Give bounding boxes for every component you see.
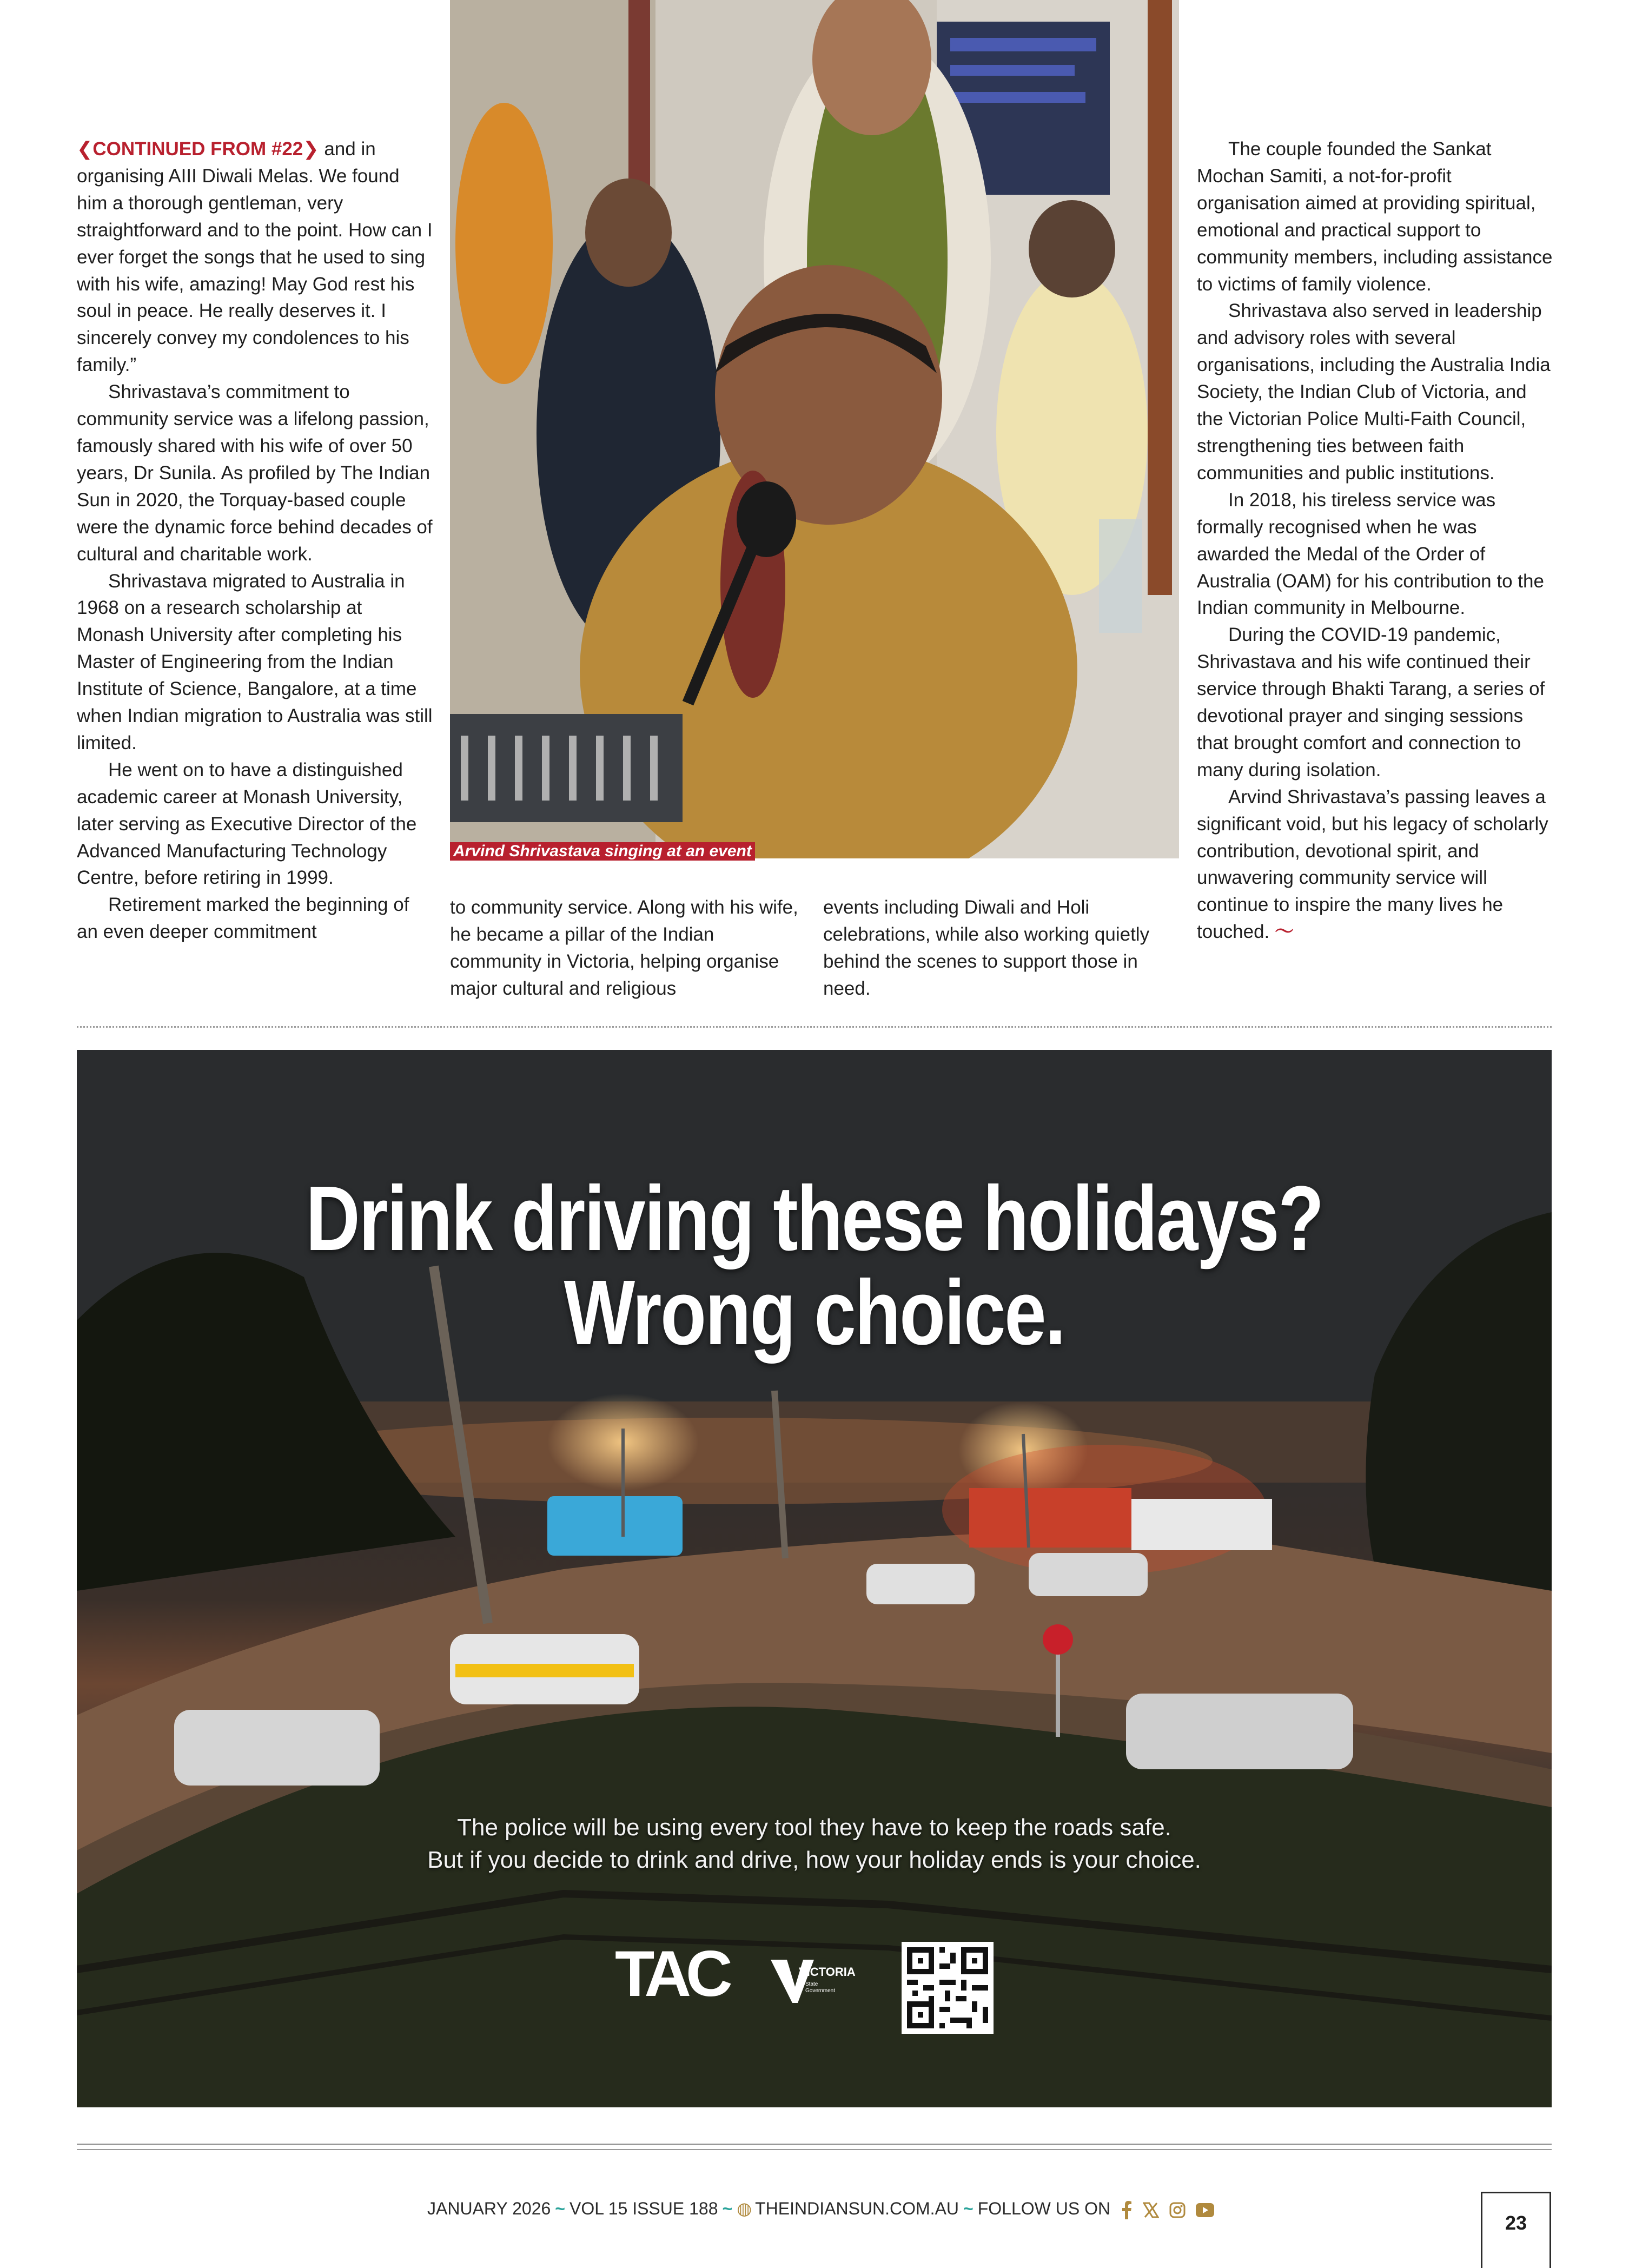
paragraph: During the COVID-19 pandemic, Shrivastava and his wife continued their service through Bhakti Tarang, a series of devotional prayer and singing sessions that brought comfort and connection to many during isolation. [1197,624,1545,781]
facebook-icon[interactable] [1121,2201,1133,2219]
paragraph: In 2018, his tireless service was formally recognised when he was awarded the Medal of the Order of Australia (OAM) for his contribution to the Indian community in Melbourne. [1197,489,1544,619]
qr-code-pattern [902,1942,994,2034]
paragraph: The couple founded the Sankat Mochan Samiti, a not-for-profit organisation aimed at providing spiritual, emotional and practical support to community members, including assistance to victims of family violence. [1197,138,1553,295]
photo-caption: Arvind Shrivastava singing at an event [450,842,755,861]
tac-logo[interactable] [615,1942,747,2002]
section-divider [77,1026,1552,1031]
paragraph: ❮CONTINUED FROM #22❯ and in organising AIII Diwali Melas. We found him a thorough gentleman, very straightforward and to the point. How can I ever forget the songs that he used to sing with his wife, amazing! May God rest his soul in peace. He really deserves it. I sincerely convey my condolences to his family.” [77,138,433,376]
follow-label: FOLLOW US ON [977,2199,1111,2218]
page-footer [427,2196,1214,2221]
end-mark-icon: 〜 [1275,921,1294,943]
paragraph: Shrivastava’s commitment to community service was a lifelong passion, famously shared with his wife of over 50 years, Dr Sunila. As profiled by The Indian Sun in 2020, the Torquay-based couple were the dynamic force behind decades of cultural and charitable work. [77,381,433,565]
page-number: 23 [1481,2192,1551,2268]
ad-headline: Drink driving these holidays? Wrong choice. [306,1167,1323,1364]
chevron-left-icon: ❮ [77,138,93,160]
paragraph: to community service. Along with his wife, he became a pillar of the Indian community in Victoria, helping organise major cultural and religious [450,897,798,999]
globe-icon: ◍ [737,2199,752,2218]
separator-icon: ~ [963,2199,974,2218]
paragraph: Shrivastava also served in leadership and advisory roles with several organisations, including the Australia India Society, the Indian Club of Victoria, and the Victorian Police Multi-Faith Council, strengthening ties between faith communities and public institutions. [1197,300,1551,484]
paragraph: He went on to have a distinguished academic career at Monash University, later serving as Executive Director of the Advanced Manufacturing Technology Centre, before retiring in 1999. [77,759,417,889]
ad-body-text: The police will be using every tool they have to keep the roads safe. But if you decide to drink and drive, how your holiday ends is your choice. [427,1814,1201,1873]
x-icon[interactable] [1143,2202,1159,2218]
issue-date: JANUARY 2026 [427,2199,551,2218]
separator-icon: ~ [722,2199,733,2218]
continued-from-link[interactable]: ❮CONTINUED FROM #22❯ [77,138,319,160]
qr-code[interactable] [902,1942,994,2034]
tac-advertisement[interactable] [77,1050,1552,2107]
separator-icon: ~ [555,2199,565,2218]
svg-text:TAC: TAC [615,1942,727,2002]
footer-rule [77,2144,1552,2145]
svg-text:VICTORIA: VICTORIA [799,1965,856,1979]
article-photo [450,0,1179,858]
instagram-icon[interactable] [1169,2202,1186,2218]
article-column-4 [1197,136,1554,945]
paragraph: Arvind Shrivastava’s passing leaves a significant void, but his legacy of scholarly contribution, devotional spirit, and unwavering community service will continue to inspire the many lives he touched. 〜 [1197,786,1548,943]
issue-volume: VOL 15 ISSUE 188 [569,2199,718,2218]
paragraph: Shrivastava migrated to Australia in 1968 on a research scholarship at Monash University after completing his Master of Engineering from the Indian Institute of Science, Bangalore, at a time when Indian migration to Australia was still limited. [77,570,433,753]
article-column-2 [450,894,807,1002]
paragraph: events including Diwali and Holi celebrations, while also working quietly behind the scenes to support those in need. [823,897,1150,999]
chevron-right-icon: ❯ [303,138,319,160]
ad-logos [615,1942,1026,2039]
article-column-1 [77,136,434,945]
victoria-state-government-logo[interactable] [771,1960,857,2003]
photo-illustration [450,0,1179,858]
footer-rule [77,2149,1552,2150]
paragraph: Retirement marked the beginning of an even deeper commitment [77,894,409,943]
website-link[interactable]: THEINDIANSUN.COM.AU [755,2199,959,2218]
svg-text:Government: Government [805,1988,836,1994]
youtube-icon[interactable] [1196,2203,1214,2217]
article-column-3 [823,894,1180,1002]
svg-text:State: State [805,1981,818,1987]
